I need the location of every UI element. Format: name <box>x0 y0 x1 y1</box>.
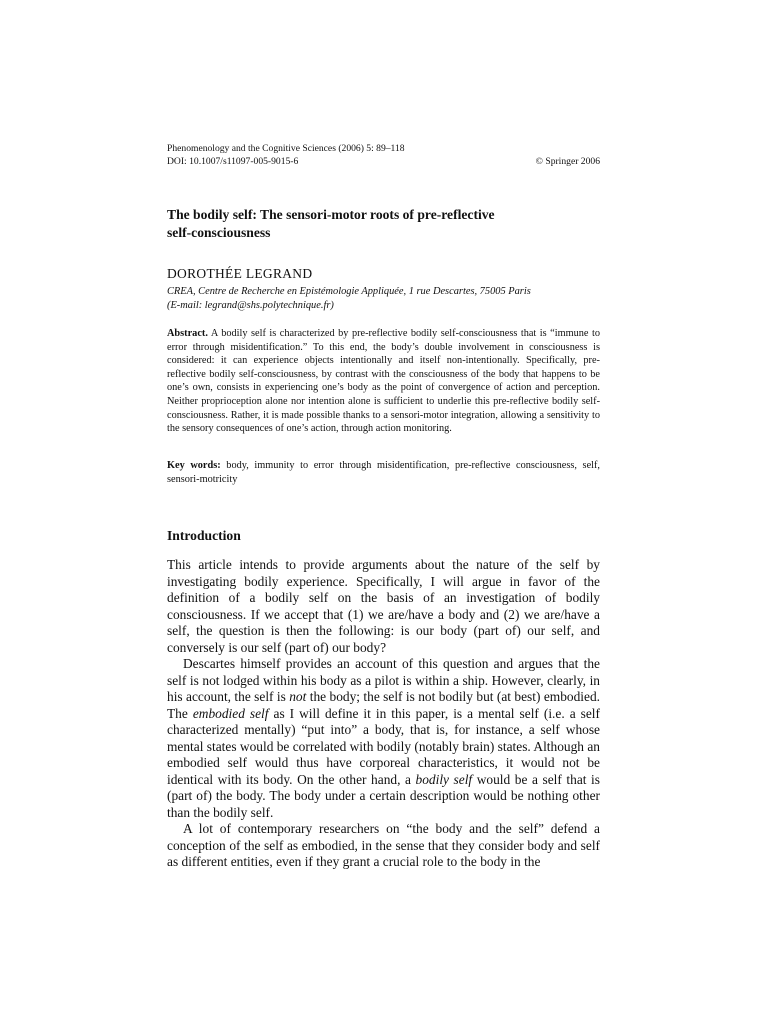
p2-emphasis-embodied-self: embodied self <box>192 705 269 721</box>
p2-text-b: the body; the self is not bodily but (at best) embodied. The <box>167 689 600 721</box>
copyright: © Springer 2006 <box>535 156 600 167</box>
abstract-label: Abstract. <box>167 328 208 339</box>
keywords-text: body, immunity to error through misidentification, pre-reflective consciousness, self, sensori-motricity <box>167 460 600 485</box>
keywords <box>167 459 600 486</box>
p2-emphasis-bodily-self: bodily self <box>415 771 473 787</box>
journal-doi-row <box>167 155 600 168</box>
title-line-2: self-consciousness <box>167 224 271 240</box>
paragraph-1: This article intends to provide arguments about the nature of the self by investigating bodily experience. Specifically, I will argue in favor of the definition of a bodily self on the basis of an investigation of bodily consciousness. If we accept that (1) we are/have a body and (2) we are/have a self, the question is then the following: is our body (part of) our self, and conversely is our self (part of) our body? <box>167 557 600 655</box>
abstract-text: A bodily self is characterized by pre-reflective bodily self-consciousness that is “immune to error through misidentification.” To this end, the body’s double involvement in consciousness is considered: it can experience objects intentionally and itself non-intentionally. Specifically, pre-reflective bodily self-consciousness, by contrast with the consciousness of the body that happens to be one’s own, consists in experiencing one’s body as the point of convergence of action and perception. Neither proprioception alone nor intention alone is sufficient to underlie this pre-reflective bodily self-consciousness. Rather, it is made possible thanks to a sensori-motor integration, allowing a sensitivity to the sensory consequences of one’s action, through action monitoring. <box>167 328 600 435</box>
paragraph-2 <box>167 656 600 821</box>
p2-text-d: would be a self that is (part of) the body. The body under a certain description would be nothing other than the bodily self. <box>167 771 600 820</box>
title-line-1: The bodily self: The sensori-motor roots of pre-reflective <box>167 207 495 222</box>
author-email: (E-mail: legrand@shs.polytechnique.fr) <box>167 300 334 311</box>
author-name: DOROTHÉE LEGRAND <box>167 266 313 281</box>
journal-citation: Phenomenology and the Cognitive Sciences (2006) 5: 89–118 <box>167 143 405 154</box>
journal-header <box>167 142 600 168</box>
author-affiliation <box>167 285 600 313</box>
introduction-body <box>167 557 600 871</box>
abstract <box>167 327 600 436</box>
paragraph-3: A lot of contemporary researchers on “the body and the self” defend a conception of the self as embodied, in the sense that they consider body and self as different entities, even if they grant a crucial role to the body in the <box>167 821 600 869</box>
p2-text-c: as I will define it in this paper, is a mental self (i.e. a self characterized mentally) “put into” a body, that is, for instance, a self whose mental states would be correlated with bodily (notably brain) states. Although an embodied self would thus have corporeal characteristics, it would not be identical with its body. On the other hand, a <box>167 705 600 787</box>
p2-text-a: Descartes himself provides an account of this question and argues that the self is not lodged within his body as a pilot is within a ship. However, clearly, in his account, the self is <box>167 656 600 704</box>
article-title <box>167 206 600 241</box>
doi: DOI: 10.1007/s11097-005-9015-6 <box>167 156 299 167</box>
affiliation: CREA, Centre de Recherche en Epistémologie Appliquée, 1 rue Descartes, 75005 Paris <box>167 286 531 297</box>
section-heading: Introduction <box>167 528 241 543</box>
p2-emphasis-not: not <box>289 689 307 704</box>
keywords-label: Key words: <box>167 460 221 471</box>
